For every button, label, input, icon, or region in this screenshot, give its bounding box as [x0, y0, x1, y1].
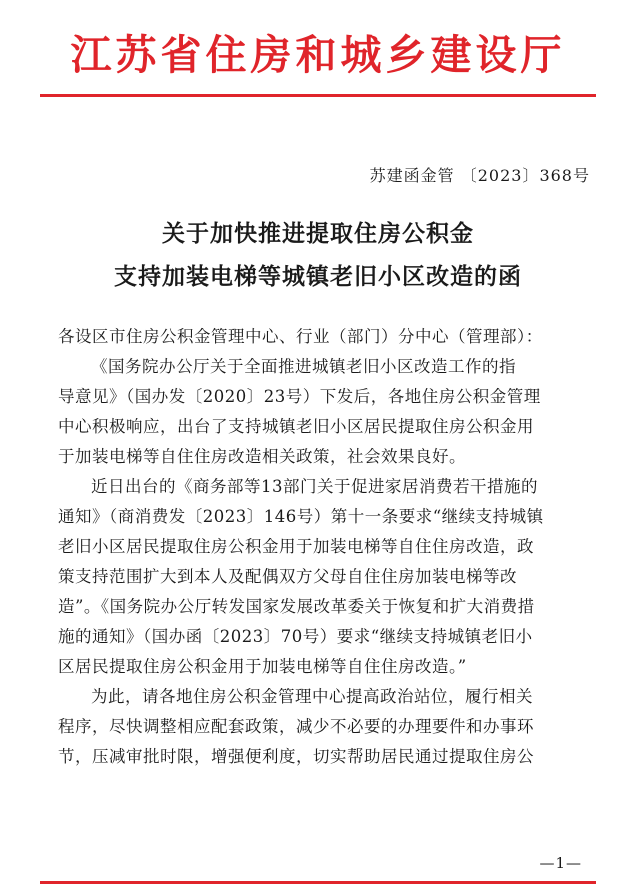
body-line: 节，压减审批时限，增强便利度，切实帮助居民通过提取住房公 [58, 747, 534, 766]
body-line: 程序，尽快调整相应配套政策，减少不必要的办理要件和办事环 [58, 717, 534, 736]
page-number: —1— [539, 854, 582, 872]
org-masthead: 江苏省住房和城乡建设厅 [70, 31, 566, 79]
body-line: 老旧小区居民提取住房公积金用于加装电梯等自住住房改造，政 [58, 537, 534, 556]
body-line: 近日出台的《商务部等13部门关于促进家居消费若干措施的 [91, 477, 538, 496]
body-line: 为此，请各地住房公积金管理中心提高政治站位，履行相关 [91, 687, 533, 706]
body-line: 中心积极响应，出台了支持城镇老旧小区居民提取住房公积金用 [58, 417, 534, 436]
body-line: 导意见》（国办发〔2020〕23号）下发后，各地住房公积金管理 [58, 387, 541, 406]
body-line: 策支持范围扩大到本人及配偶双方父母自住住房加装电梯等改 [58, 567, 517, 586]
salutation: 各设区市住房公积金管理中心、行业（部门）分中心（管理部）： [58, 327, 543, 346]
body-line: 通知》（商消费发〔2023〕146号）第十一条要求“继续支持城镇 [58, 507, 544, 526]
body-line: 于加装电梯等自住住房改造相关政策，社会效果良好。 [58, 447, 466, 466]
document-number: 苏建函金管 〔2023〕368号 [369, 166, 590, 185]
masthead-divider [40, 94, 596, 97]
document-title-line-2: 支持加装电梯等城镇老旧小区改造的函 [114, 263, 522, 290]
body-line: 区居民提取住房公积金用于加装电梯等自住住房改造。” [58, 657, 467, 676]
footer-divider [40, 881, 596, 884]
document-title-line-1: 关于加快推进提取住房公积金 [162, 220, 474, 247]
document-body [58, 322, 588, 772]
body-line: 《国务院办公厅关于全面推进城镇老旧小区改造工作的指 [91, 357, 516, 376]
body-line: 造”。《国务院办公厅转发国家发展改革委关于恢复和扩大消费措 [58, 597, 535, 616]
body-line: 施的通知》（国办函〔2023〕70号）要求“继续支持城镇老旧小 [58, 627, 533, 646]
